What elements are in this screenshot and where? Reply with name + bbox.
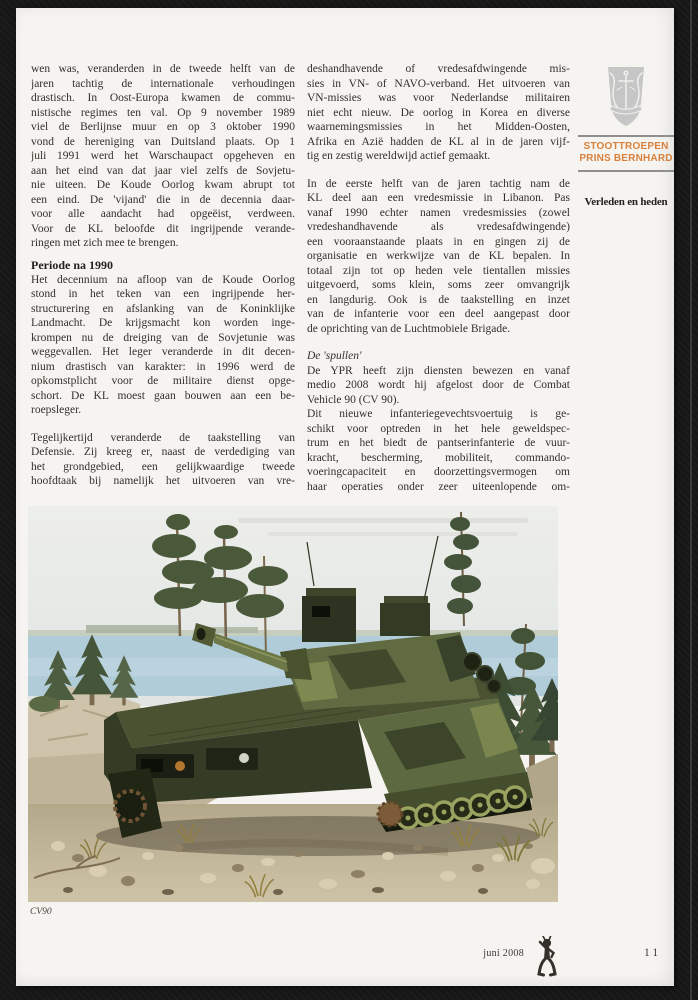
text-line: ringen met zich mee te brengen. — [31, 237, 179, 249]
text-line: viel de Berlijnse muur en op 3 oktober 1990 — [31, 121, 295, 133]
sidebar — [578, 66, 674, 208]
text-line: voeringcapaciteit en doorzettingsvermogen om — [307, 466, 570, 478]
text-line: nium drastisch van karakter: in 1996 werd de — [31, 360, 295, 373]
paragraph — [307, 407, 570, 494]
paragraph — [307, 62, 570, 164]
text-line: nie uiteen. De Koude Oorlog kwam abrupt tot — [31, 179, 295, 191]
sidebar-section-title: Verleden en heden — [584, 196, 668, 208]
text-line: aan het eind van dat jaar viel zelfs de Sovjetu- — [31, 164, 295, 177]
text-line: Vehicle 90 (CV 90). — [307, 393, 400, 406]
text-line: van de infanterie voor een deel aangepast door — [307, 308, 570, 320]
paragraph — [31, 62, 295, 251]
text-line: en langdurig. Ook is de taakstelling en inzet — [307, 293, 570, 306]
text-line: waarnemingsmissies in het Midden-Oosten, — [307, 121, 570, 133]
paragraph — [31, 273, 295, 418]
text-line: juli 1991 werd het Warschaupact opgeheven en — [31, 150, 295, 162]
cv90-photo-illustration — [28, 506, 558, 902]
unit-name-line1: STOOTTROEPEN — [583, 141, 669, 152]
section-heading: Periode na 1990 — [31, 257, 113, 272]
page-number: 11 — [644, 947, 662, 959]
text-line: totaal zijn tot op heden vele tientallen missies — [307, 264, 570, 277]
text-line: het grondgebied, een gelijkwaardige tweede — [31, 460, 295, 473]
text-line: KL deel aan een vredesmissie in Libanon. Pas — [307, 192, 570, 204]
text-line: weggevallen. Het leger veranderde in dit decen- — [31, 346, 295, 358]
text-line: vredeshandhavende als vredesafdwingende) — [307, 221, 570, 233]
text-line: de oprichting van de Luchtmobiele Brigade. — [307, 322, 511, 335]
text-line: haar operaties onder zeer uiteenlopende om- — [307, 480, 570, 493]
stoottroepen-emblem-icon — [604, 66, 648, 128]
photo-caption: CV90 — [30, 907, 52, 917]
text-line: vanaf 1990 echter namen vredesmissies (zowel — [307, 206, 570, 219]
issue-date: juni 2008 — [483, 948, 524, 959]
text-line: In de eerste helft van de jaren tachtig nam de — [307, 177, 570, 190]
text-line: schort. De KL moest gaan bouwen aan een be- — [31, 389, 295, 402]
text-column-left — [31, 62, 295, 489]
text-line: Dit nieuwe infanteriegevechtsvoertuig is ge- — [307, 408, 570, 420]
text-line: deshandhavende of vredesafdwingende mis- — [307, 63, 570, 75]
page-footer — [16, 936, 674, 986]
text-line: jaren tachtig de internationale verhoudingen — [31, 77, 295, 90]
text-line: trum en het biedt de pantserinfanterie de vuur- — [307, 437, 570, 449]
text-line: een vooraanstaande plaats in en gingen zij de — [307, 235, 570, 248]
text-line: stond in het teken van een ingrijpende her- — [31, 288, 295, 300]
text-line: sies in VN- of NAVO-verband. Het uitvoeren van — [307, 77, 570, 90]
text-line: uitgevoerd, soms klein, soms zeer omvangrijk — [307, 279, 570, 291]
text-column-right — [307, 62, 570, 494]
text-line: wen was, veranderden in de tweede helft van de — [31, 63, 295, 75]
magazine-page — [16, 8, 674, 986]
text-line: niet echt nieuw. De oorlog in Korea en diverse — [307, 106, 570, 119]
scan-edge-line — [690, 0, 692, 1000]
text-line: een eind. De 'vijand' die in de decennia daar- — [31, 193, 295, 206]
text-line: hoofdtaak bij namelijk het uitvoeren van vre- — [31, 475, 295, 487]
photo-cv90 — [28, 506, 558, 902]
paragraph — [307, 177, 570, 337]
text-line: Afrika en Azië hadden de KL al in de jaren vijf- — [307, 135, 570, 148]
text-line: De YPR heeft zijn diensten bewezen en vanaf — [307, 364, 570, 377]
paragraph — [31, 431, 295, 489]
text-line: medio 2008 wordt hij afgelost door de Combat — [307, 379, 570, 391]
text-line: krompen nu de dreiging van de Sovjetunie was — [31, 331, 295, 344]
text-line: opkomstplicht voor de militaire dienst opge- — [31, 375, 295, 387]
text-line: roepsleger. — [31, 404, 82, 416]
text-line: nistische regimes ten val. Op 9 november 1989 — [31, 106, 295, 119]
paragraph — [307, 364, 570, 408]
text-line: drastisch. In Oost-Europa kwamen de commu- — [31, 92, 295, 104]
unit-name — [578, 137, 674, 170]
text-line: schikt voor optreden in het hele geweldspec- — [307, 422, 570, 435]
text-line: Voor de KL beloofde dit ingrijpende verande- — [31, 222, 295, 235]
text-line: tig en zestig wereldwijd actief gemaakt. — [307, 150, 491, 162]
sidebar-divider — [578, 170, 674, 172]
text-line: Defensie. Zij kreeg er, naast de verdediging van — [31, 446, 295, 458]
text-line: structurering en afslanking van de Koninklijke — [31, 302, 295, 315]
text-line: Tegelijkertijd veranderde de taakstelling van — [31, 431, 295, 444]
text-line: kracht, bescherming, mobiliteit, commando- — [307, 451, 570, 464]
text-line: Het decennium na afloop van de Koude Oorlog — [31, 273, 295, 286]
stoottroeper-mascot-icon — [533, 936, 559, 980]
unit-name-line2: PRINS BERNHARD — [579, 153, 673, 164]
text-line: vond de hereniging van Duitsland plaats. Op 1 — [31, 135, 295, 148]
text-line: Landmacht. De krijgsmacht kon worden inge- — [31, 317, 295, 329]
text-line: voor alle aandacht had opgeëist, verdween. — [31, 208, 295, 220]
text-line: organisatie en werkwijze van de KL bepalen. In — [307, 250, 570, 262]
text-line: VN-missies was voor Nederlandse militairen — [307, 92, 570, 104]
section-subheading: De 'spullen' — [307, 350, 362, 362]
